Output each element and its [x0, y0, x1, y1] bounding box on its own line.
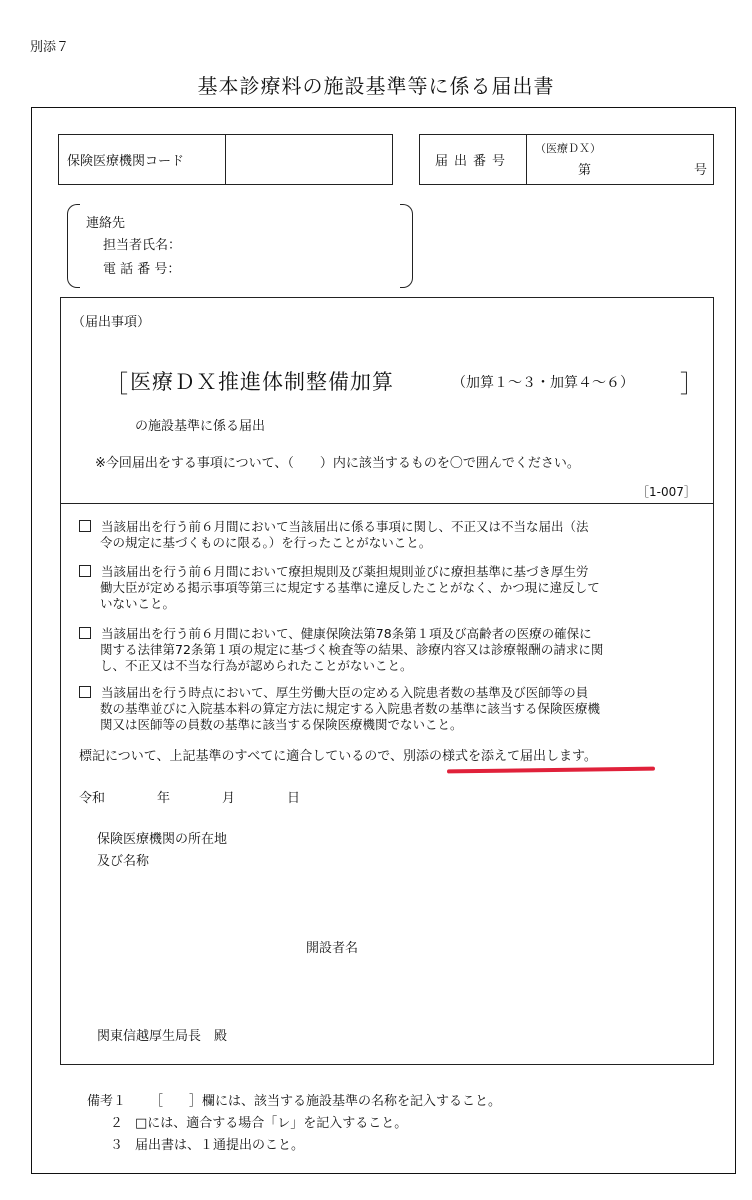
date-day: 日	[287, 791, 301, 806]
contact-title: 連絡先	[86, 216, 126, 231]
document-title: 基本診療料の施設基準等に係る届出書	[197, 74, 555, 98]
notification-main-box	[60, 297, 714, 1065]
contact-bracket-left	[67, 204, 80, 288]
notification-number-prefix: 第	[578, 163, 592, 178]
condition-checkbox[interactable]	[79, 686, 91, 698]
institution-address-label: 保険医療機関の所在地 及び名称	[97, 832, 228, 869]
bracket-right: ］	[680, 370, 704, 398]
date-month: 月	[222, 791, 236, 806]
remark-item: ２ □には、適合する場合「レ」を記入すること。	[109, 1116, 408, 1131]
conclusion-statement: 標記について、上記基準のすべてに適合しているので、別添の様式を添えて届出します。	[79, 749, 597, 764]
condition-item: 当該届出を行う前６月間において当該届出に係る事項に関し、不正又は不当な届出（法 令の規定に基づくものに限る。）を行ったことがないこと。	[79, 519, 704, 551]
notification-subject: の施設基準に係る届出	[135, 419, 266, 434]
contact-person-field[interactable]: 担当者氏名：	[103, 238, 182, 253]
condition-item: 当該届出を行う前６月間において、健康保険法第78条第１項及び高齢者の医療の確保に 関する法律第72条第１項の規定に基づく検査等の結果、診療内容又は診療報酬の請求に関 し、不正又は不当な行為が認められたことがないこと。	[79, 626, 704, 674]
remark-item: 備考１ ［ ］欄には、該当する施設基準の名称を記入すること。	[87, 1094, 502, 1109]
institution-code-box	[58, 134, 393, 185]
date-line	[79, 787, 300, 806]
remark-item: ３ 届出書は、１通提出のこと。	[109, 1138, 305, 1153]
condition-item: 当該届出を行う前６月間において療担規則及び薬担規則並びに療担基準に基づき厚生労 働大臣が定める掲示事項等第三に規定する基準に違反したことがなく、かつ現に違反して いないこと。	[79, 564, 704, 612]
contact-phone-field[interactable]: 電 話 番 号：	[103, 262, 181, 277]
date-year: 年	[157, 791, 171, 806]
addition-range: （加算１～３・加算４～６）	[452, 375, 634, 391]
notification-number-box	[419, 134, 714, 185]
condition-checkbox[interactable]	[79, 565, 91, 577]
addressee: 関東信越厚生局長 殿	[97, 1029, 228, 1044]
section-divider	[60, 503, 714, 504]
notification-number-label: 届出番号	[420, 135, 527, 184]
notification-number-category: （医療ＤＸ）	[535, 142, 601, 155]
facility-standard-name: 医療ＤＸ推進体制整備加算	[130, 370, 394, 394]
section-label: （届出事項）	[72, 315, 151, 330]
institution-code-label: 保険医療機関コード	[59, 135, 226, 184]
notification-number-suffix: 号	[694, 163, 708, 178]
date-era: 令和	[79, 791, 106, 806]
bracket-left: ［	[104, 370, 128, 398]
condition-item: 当該届出を行う時点において、厚生労働大臣の定める入院患者数の基準及び医師等の員 数の基準並びに入院基本料の算定方法に規定する入院患者数の基準に該当する保険医療機 関又は医師等の員数の基準に該当する保険医療機関でないこと。	[79, 685, 704, 733]
founder-name-label: 開設者名	[306, 941, 359, 956]
condition-checkbox[interactable]	[79, 627, 91, 639]
doc-attachment-label: 別添７	[30, 40, 70, 55]
instruction-note: ※今回届出をする事項について、（ ）内に該当するものを〇で囲んでください。	[95, 456, 580, 471]
institution-code-field[interactable]	[227, 135, 392, 184]
remarks	[87, 1091, 501, 1157]
contact-bracket-right	[400, 204, 413, 288]
reference-code: ［1-007］	[637, 485, 696, 499]
condition-checkbox[interactable]	[79, 520, 91, 532]
